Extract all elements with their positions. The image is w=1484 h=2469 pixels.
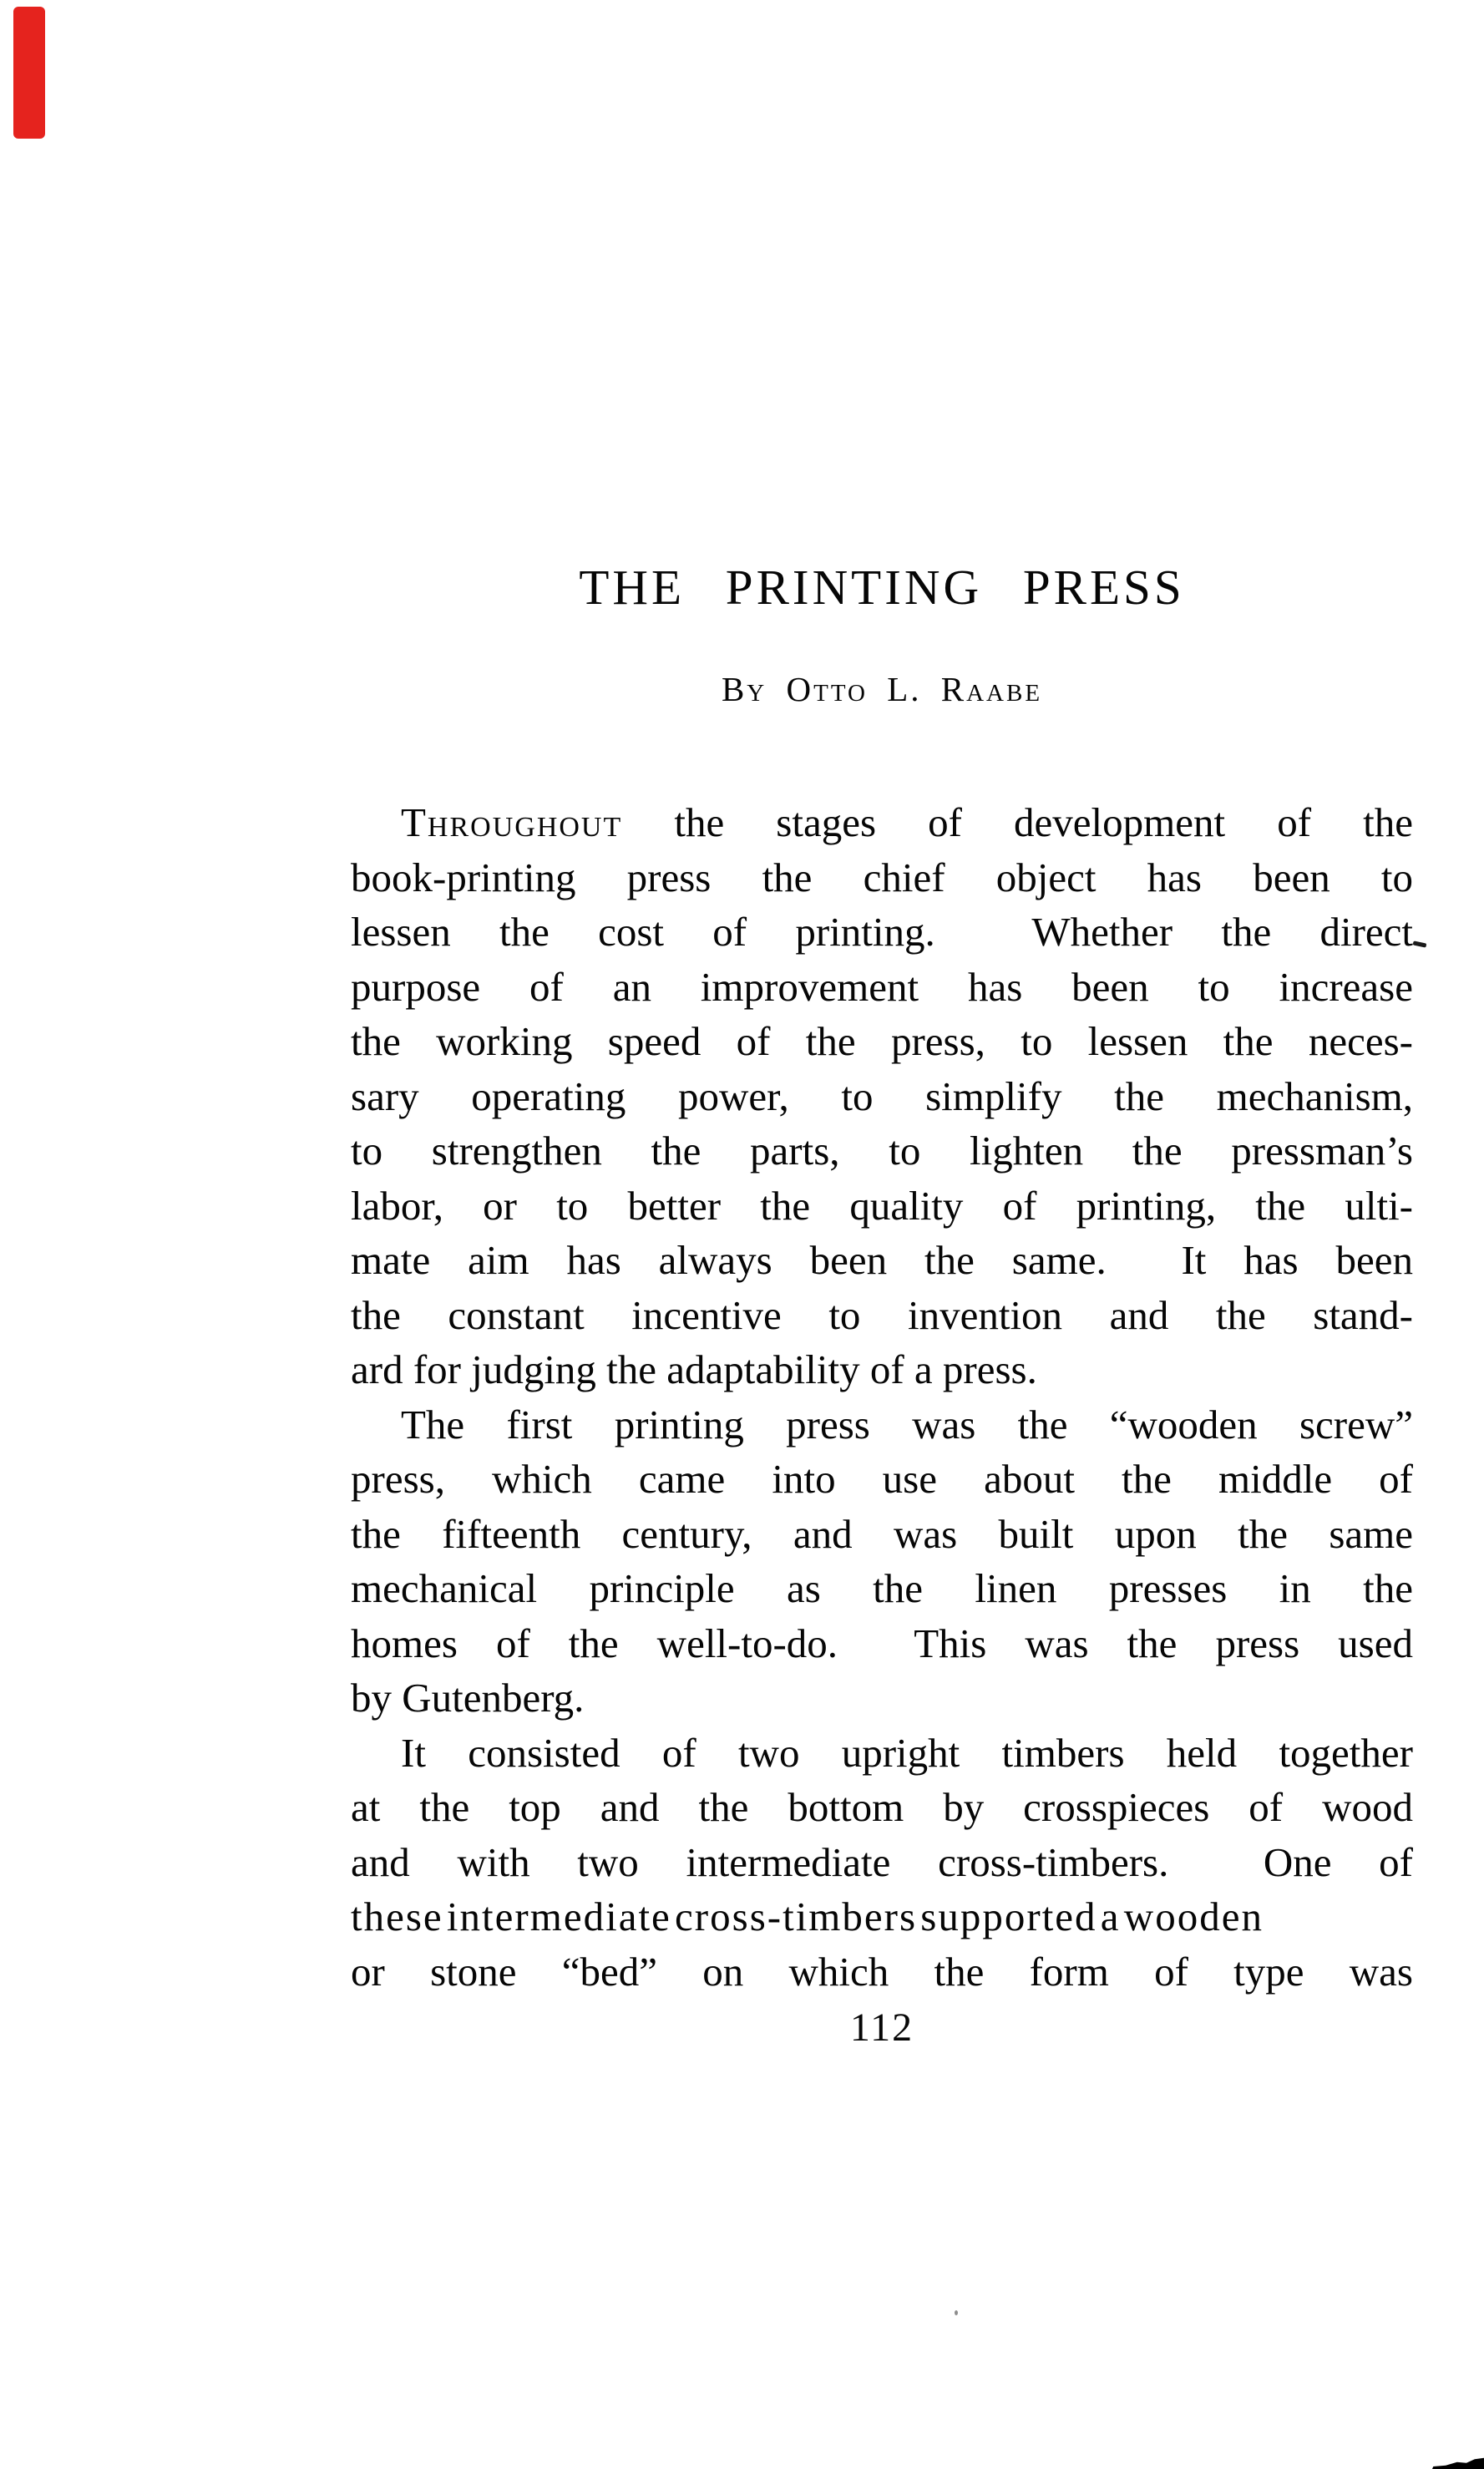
page-number: 112 (849, 2005, 914, 2050)
page-title: THE PRINTING PRESS (579, 560, 1185, 615)
text-line: labor, or to better the quality of printing, the ulti- (351, 1182, 1413, 1229)
text-line: to strengthen the parts, to lighten the pressman’s (351, 1128, 1413, 1174)
paragraph (351, 1397, 1413, 1726)
text-line: and with two intermediate cross-timbers. One of (351, 1838, 1413, 1885)
text-line: the constant incentive to invention and the stand- (351, 1291, 1413, 1338)
paragraph (351, 1726, 1413, 2000)
text-line: at the top and the bottom by crosspieces of wood (351, 1784, 1413, 1830)
text-line: by Gutenberg. (351, 1675, 585, 1721)
text-line (351, 795, 1413, 850)
text-line: ard for judging the adaptability of a press. (351, 1346, 1037, 1392)
text-line: It consisted of two upright timbers held together (401, 1729, 1413, 1776)
lead-line-rest: the stages of development of the (622, 799, 1413, 845)
lead-word-smallcaps: Throughout (401, 799, 623, 845)
text-line: homes of the well-to-do. This was the press used (351, 1620, 1413, 1666)
ink-dash (1413, 940, 1427, 947)
text-line: mechanical principle as the linen presses in the (351, 1565, 1413, 1611)
text-line: mate aim has always been the same. It has been (351, 1237, 1413, 1283)
byline: By Otto L. Raabe (721, 670, 1043, 708)
body-text (351, 795, 1413, 1999)
text-line: sary operating power, to simplify the mechanism, (351, 1072, 1413, 1119)
text-line: purpose of an improvement has been to increase (351, 963, 1413, 1010)
text-line: The first printing press was the “wooden screw” (401, 1401, 1413, 1447)
red-ink-mark (13, 7, 45, 139)
text-line: book-printing press the chief object has been to (351, 854, 1413, 900)
text-line: the fifteenth century, and was built upon the same (351, 1510, 1413, 1557)
text-line: lessen the cost of printing. Whether the direct (351, 909, 1413, 955)
paragraph (351, 795, 1413, 1397)
text-line: these intermediate cross-timbers supported a wooden (351, 1894, 1264, 1939)
text-line: or stone “bed” on which the form of type was (351, 1948, 1413, 1995)
text-line: press, which came into use about the middle of (351, 1456, 1413, 1502)
corner-ink-mark (1432, 2456, 1484, 2469)
text-line: the working speed of the press, to lessen the neces- (351, 1018, 1413, 1064)
ink-speck (955, 2310, 958, 2315)
